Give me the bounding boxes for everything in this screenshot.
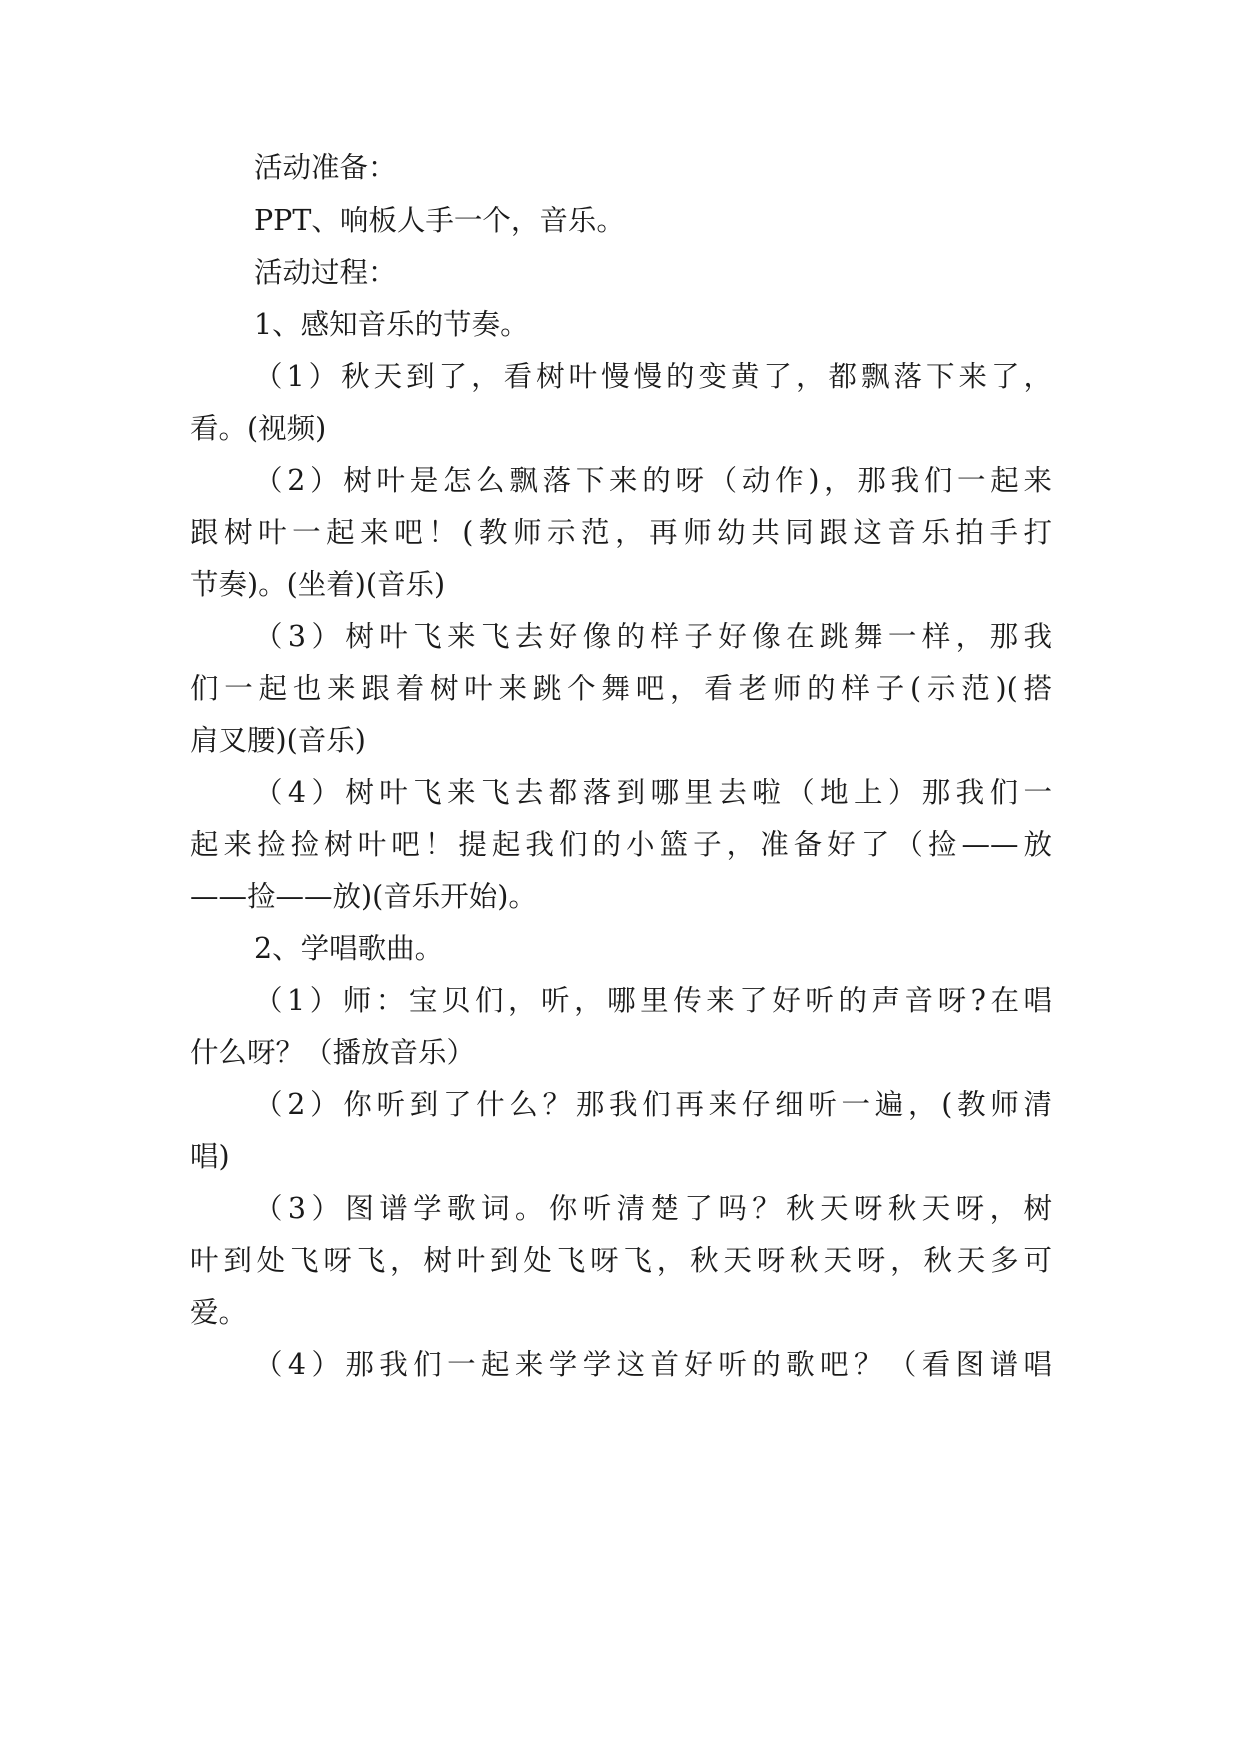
paragraph-line: （1）师：宝贝们，听，哪里传来了好听的声音呀?在唱 — [254, 984, 1052, 1017]
paragraph-line: 什么呀？（播放音乐） — [190, 1036, 476, 1069]
paragraph-line: （4）那我们一起来学学这首好听的歌吧？（看图谱唱 — [254, 1348, 1052, 1381]
paragraph-line: PPT、响板人手一个，音乐。 — [254, 204, 625, 237]
heading-activity-process: 活动过程： — [254, 256, 397, 289]
paragraph-line: 肩叉腰)(音乐) — [190, 724, 366, 757]
paragraph-line: （2）树叶是怎么飘落下来的呀（动作)，那我们一起来 — [254, 464, 1052, 497]
paragraph-line: （1）秋天到了，看树叶慢慢的变黄了，都飘落下来了， — [254, 360, 1052, 393]
paragraph-line: 爱。 — [190, 1296, 248, 1329]
paragraph-line: （2）你听到了什么？那我们再来仔细听一遍，(教师清 — [254, 1088, 1052, 1121]
paragraph-line: 起来捡捡树叶吧！提起我们的小篮子，准备好了（捡——放 — [190, 828, 1052, 861]
heading-activity-preparation: 活动准备： — [254, 151, 397, 184]
paragraph-line: 跟树叶一起来吧！(教师示范，再师幼共同跟这音乐拍手打 — [190, 516, 1052, 549]
section-heading-1: 1、感知音乐的节奏。 — [254, 308, 529, 341]
paragraph-line: （4）树叶飞来飞去都落到哪里去啦（地上）那我们一 — [254, 776, 1052, 809]
paragraph-line: ——捡——放)(音乐开始)。 — [190, 880, 537, 913]
paragraph-line: （3）图谱学歌词。你听清楚了吗？秋天呀秋天呀，树 — [254, 1192, 1052, 1225]
section-heading-2: 2、学唱歌曲。 — [254, 932, 444, 965]
paragraph-line: 们一起也来跟着树叶来跳个舞吧，看老师的样子(示范)(搭 — [190, 672, 1052, 705]
paragraph-line: 唱) — [190, 1140, 230, 1173]
paragraph-line: 看。(视频) — [190, 412, 327, 445]
paragraph-line: 叶到处飞呀飞，树叶到处飞呀飞，秋天呀秋天呀，秋天多可 — [190, 1244, 1052, 1277]
paragraph-line: （3）树叶飞来飞去好像的样子好像在跳舞一样，那我 — [254, 620, 1052, 653]
paragraph-line: 节奏)。(坐着)(音乐) — [190, 568, 446, 601]
